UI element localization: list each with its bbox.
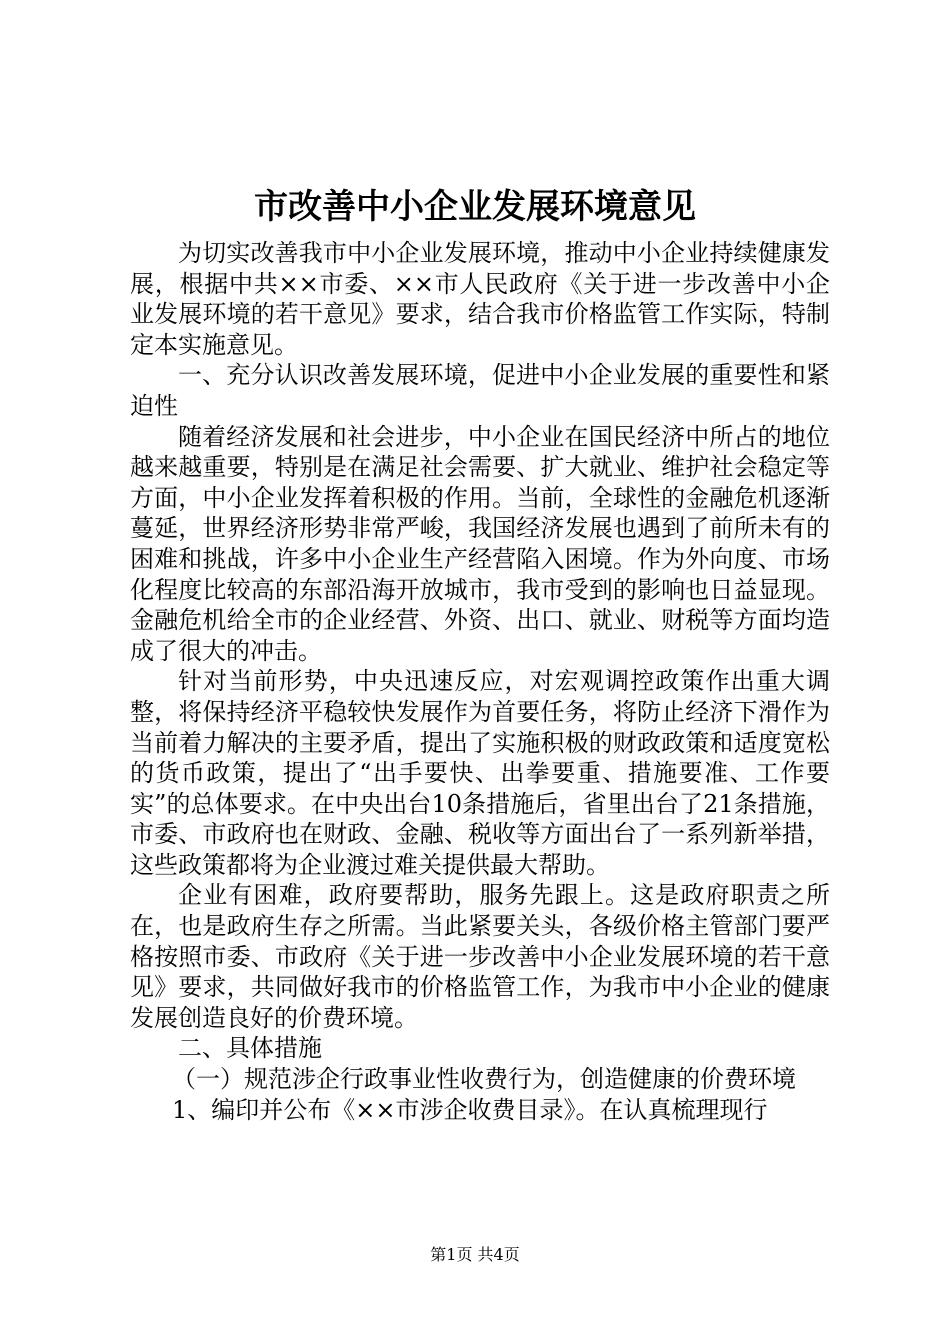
document-body — [130, 238, 830, 1125]
paragraph-government-duty: 企业有困难，政府要帮助，服务先跟上。这是政府职责之所在，也是政府生存之所需。当此紧要关头，各级价格主管部门要严格按照市委、市政府《关于进一步改善中小企业发展环境的若干意见》要求，共同做好我市的价格监管工作，为我市中小企业的健康发展创造良好的价费环境。 — [130, 881, 830, 1032]
section-heading-2: 二、具体措施 — [178, 1034, 322, 1063]
page-footer: 第1页 共4页 — [430, 1245, 520, 1264]
subsection-heading-1: （一）规范涉企行政事业性收费行为，创造健康的价费环境 — [172, 1065, 796, 1094]
paragraph-intro: 为切实改善我市中小企业发展环境，推动中小企业持续健康发展，根据中共××市委、××市人民政府《关于进一步改善中小企业发展环境的若干意见》要求，结合我市价格监管工作实际，特制定本实施意见。 — [130, 239, 830, 359]
section-heading-1: 一、充分认识改善发展环境，促进中小企业发展的重要性和紧迫性 — [130, 361, 830, 420]
paragraph-background: 随着经济发展和社会进步，中小企业在国民经济中所占的地位越来越重要，特别是在满足社会需要、扩大就业、维护社会稳定等方面，中小企业发挥着积极的作用。当前，全球性的金融危机逐渐蔓延，世界经济形势非常严峻，我国经济发展也遇到了前所未有的困难和挑战，许多中小企业生产经营陷入困境。作为外向度、市场化程度比较高的东部沿海开放城市，我市受到的影响也日益显现。金融危机给全市的企业经营、外资、出口、就业、财税等方面均造成了很大的冲击。 — [130, 422, 830, 665]
document-title: 市改善中小企业发展环境意见 — [254, 187, 696, 227]
list-item-1: 1、编印并公布《××市涉企收费目录》。在认真梳理现行 — [172, 1095, 768, 1124]
paragraph-central-policy: 针对当前形势，中央迅速反应，对宏观调控政策作出重大调整，将保持经济平稳较快发展作为首要任务，将防止经济下滑作为当前着力解决的主要矛盾，提出了实施积极的财政政策和适度宽松的货币政策，提出了“出手要快、出拳要重、措施要准、工作要实”的总体要求。在中央出台10条措施后，省里出台了21条措施，市委、市政府也在财政、金融、税收等方面出台了一系列新举措，这些政策都将为企业渡过难关提供最大帮助。 — [130, 667, 830, 879]
